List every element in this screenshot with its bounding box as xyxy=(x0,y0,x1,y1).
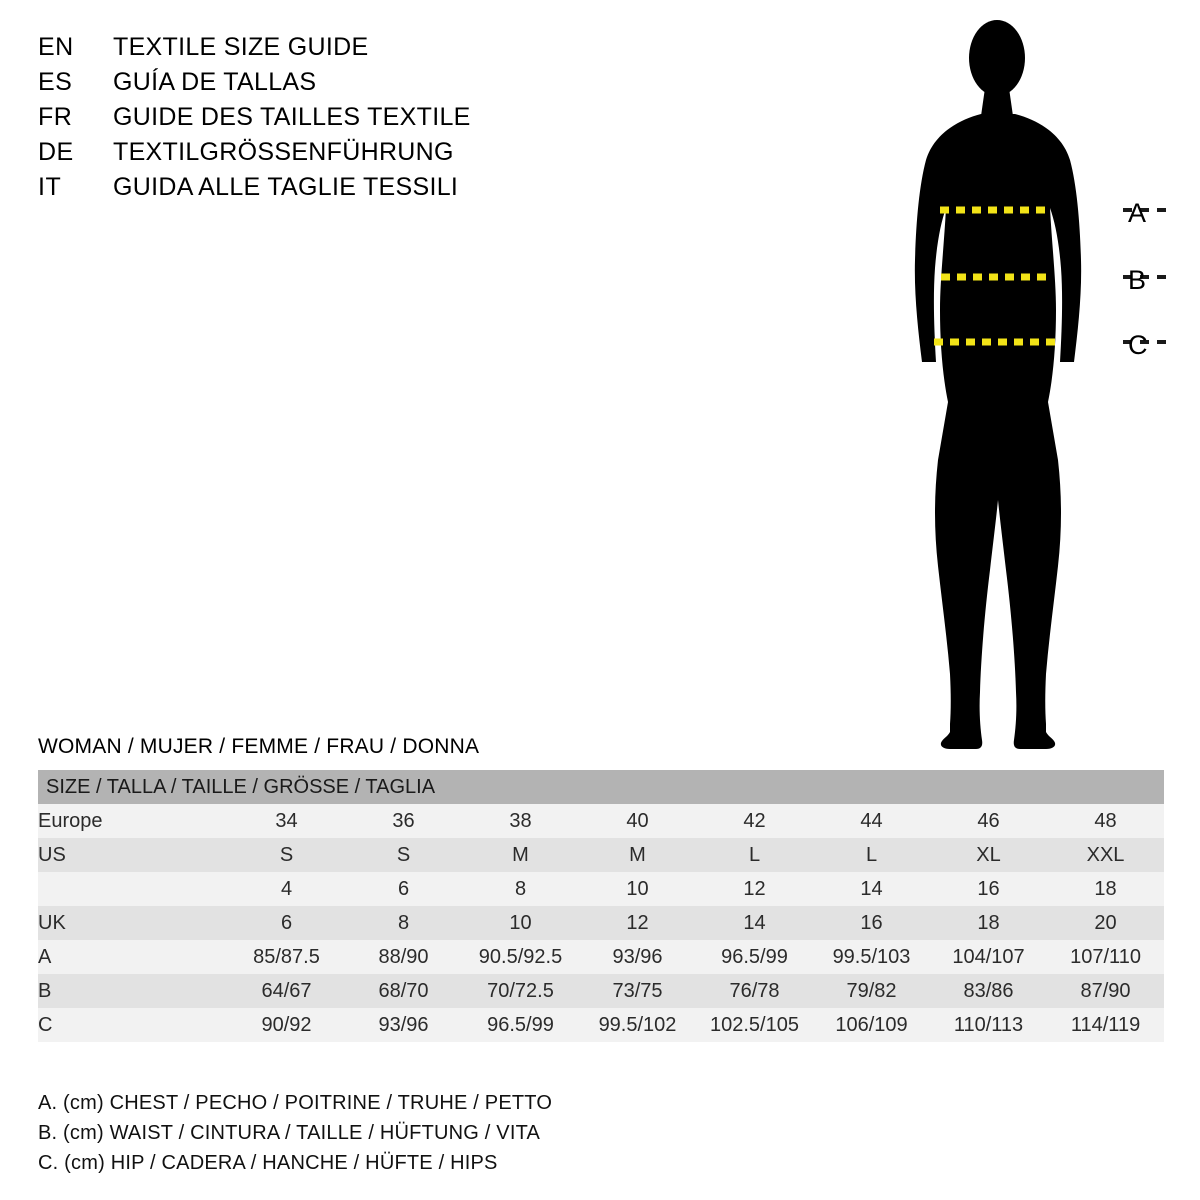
size-table xyxy=(38,770,1164,1042)
cell: 38 xyxy=(462,804,579,838)
cell: 10 xyxy=(462,906,579,940)
language-row xyxy=(38,100,838,135)
cell: 6 xyxy=(345,872,462,906)
cell: 68/70 xyxy=(345,974,462,1008)
language-row xyxy=(38,65,838,100)
cell: 14 xyxy=(696,906,813,940)
cell: 99.5/103 xyxy=(813,940,930,974)
cell: 88/90 xyxy=(345,940,462,974)
measurement-label-c: C xyxy=(1128,330,1148,360)
cell: 8 xyxy=(345,906,462,940)
cell: L xyxy=(696,838,813,872)
cell: 4 xyxy=(228,872,345,906)
cell: 114/119 xyxy=(1047,1008,1164,1042)
female-silhouette-icon xyxy=(830,10,1190,770)
cell: 18 xyxy=(1047,872,1164,906)
cell: 18 xyxy=(930,906,1047,940)
cell: 16 xyxy=(813,906,930,940)
table-row xyxy=(38,872,1164,906)
cell: 6 xyxy=(228,906,345,940)
language-title: TEXTILGRÖSSENFÜHRUNG xyxy=(113,138,454,166)
language-code: FR xyxy=(38,103,73,131)
footnote-chest: A. (cm) CHEST / PECHO / POITRINE / TRUHE / PETTO xyxy=(38,1092,553,1114)
cell: 73/75 xyxy=(579,974,696,1008)
cell: 110/113 xyxy=(930,1008,1047,1042)
row-label: A xyxy=(38,940,228,974)
cell: 93/96 xyxy=(579,940,696,974)
row-label: Europe xyxy=(38,804,228,838)
cell: 48 xyxy=(1047,804,1164,838)
cell: 102.5/105 xyxy=(696,1008,813,1042)
cell: 12 xyxy=(696,872,813,906)
cell: 44 xyxy=(813,804,930,838)
cell: M xyxy=(579,838,696,872)
cell: 99.5/102 xyxy=(579,1008,696,1042)
footnote-waist: B. (cm) WAIST / CINTURA / TAILLE / HÜFTUNG / VITA xyxy=(38,1122,541,1144)
cell: 76/78 xyxy=(696,974,813,1008)
cell: 70/72.5 xyxy=(462,974,579,1008)
cell: 8 xyxy=(462,872,579,906)
language-title: GUIDE DES TAILLES TEXTILE xyxy=(113,103,471,131)
cell: S xyxy=(228,838,345,872)
table-row xyxy=(38,906,1164,940)
cell: 36 xyxy=(345,804,462,838)
cell: 104/107 xyxy=(930,940,1047,974)
language-title: TEXTILE SIZE GUIDE xyxy=(113,33,369,61)
language-code: EN xyxy=(38,33,74,61)
language-row xyxy=(38,30,838,65)
cell: 96.5/99 xyxy=(462,1008,579,1042)
row-label: B xyxy=(38,974,228,1008)
cell: 40 xyxy=(579,804,696,838)
cell: 87/90 xyxy=(1047,974,1164,1008)
row-label: US xyxy=(38,838,228,872)
footnote-hip: C. (cm) HIP / CADERA / HANCHE / HÜFTE / HIPS xyxy=(38,1152,498,1174)
cell: M xyxy=(462,838,579,872)
language-code: IT xyxy=(38,173,62,201)
cell: 96.5/99 xyxy=(696,940,813,974)
cell: 93/96 xyxy=(345,1008,462,1042)
cell: 14 xyxy=(813,872,930,906)
footnotes xyxy=(38,1088,938,1178)
language-row xyxy=(38,170,838,205)
cell: S xyxy=(345,838,462,872)
language-row xyxy=(38,135,838,170)
size-table-section xyxy=(38,735,1163,1042)
language-code: DE xyxy=(38,138,74,166)
cell: 90.5/92.5 xyxy=(462,940,579,974)
row-label: C xyxy=(38,1008,228,1042)
table-row xyxy=(38,940,1164,974)
table-row xyxy=(38,974,1164,1008)
cell: 46 xyxy=(930,804,1047,838)
cell: 90/92 xyxy=(228,1008,345,1042)
cell: 42 xyxy=(696,804,813,838)
cell: 79/82 xyxy=(813,974,930,1008)
cell: 83/86 xyxy=(930,974,1047,1008)
row-label xyxy=(38,872,228,906)
cell: 34 xyxy=(228,804,345,838)
table-row xyxy=(38,838,1164,872)
cell: XXL xyxy=(1047,838,1164,872)
cell: L xyxy=(813,838,930,872)
cell: 16 xyxy=(930,872,1047,906)
cell: 20 xyxy=(1047,906,1164,940)
figure-area xyxy=(830,10,1190,770)
language-title-block xyxy=(38,30,838,205)
cell: 106/109 xyxy=(813,1008,930,1042)
table-header-row xyxy=(38,770,1164,804)
cell: 12 xyxy=(579,906,696,940)
language-title: GUIDA ALLE TAGLIE TESSILI xyxy=(113,173,459,201)
table-row xyxy=(38,804,1164,838)
table-caption: WOMAN / MUJER / FEMME / FRAU / DONNA xyxy=(38,735,480,758)
cell: 107/110 xyxy=(1047,940,1164,974)
table-header-label: SIZE / TALLA / TAILLE / GRÖSSE / TAGLIA xyxy=(38,770,1164,804)
cell: 64/67 xyxy=(228,974,345,1008)
measurement-label-b: B xyxy=(1128,265,1147,295)
cell: 10 xyxy=(579,872,696,906)
table-row xyxy=(38,1008,1164,1042)
cell: XL xyxy=(930,838,1047,872)
language-code: ES xyxy=(38,68,73,96)
language-title: GUÍA DE TALLAS xyxy=(113,68,317,96)
cell: 85/87.5 xyxy=(228,940,345,974)
row-label: UK xyxy=(38,906,228,940)
measurement-label-a: A xyxy=(1128,198,1147,228)
